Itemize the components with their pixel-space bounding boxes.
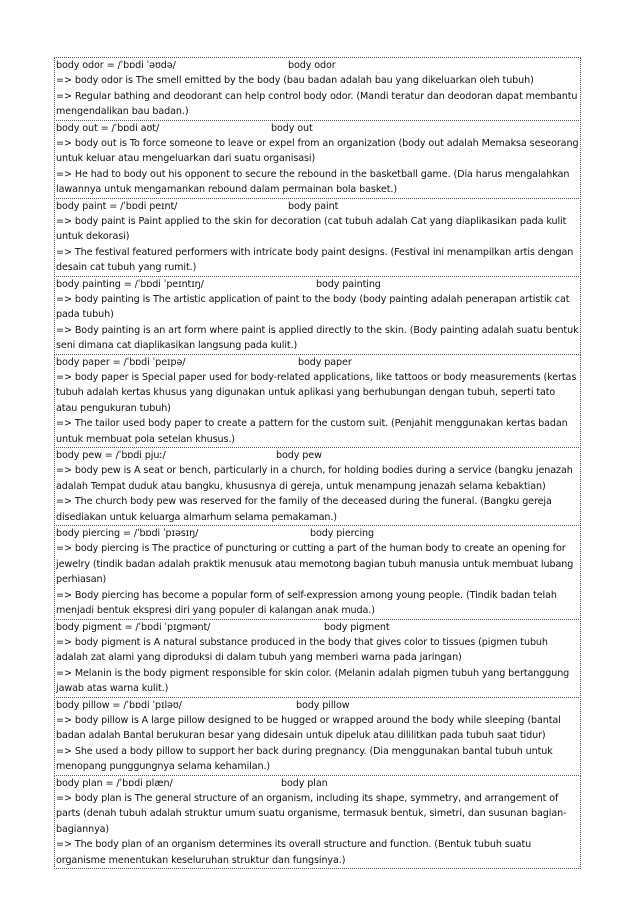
entry-pronunciation: body pew = /ˈbɒdi pjuː/ — [56, 450, 166, 462]
entry-header — [56, 199, 579, 214]
entry-body-pew — [54, 447, 581, 526]
entry-body-painting — [54, 276, 581, 355]
entry-word: body pigment — [324, 621, 390, 633]
entry-definition: => body plan is The general structure of an organism, including its shape, symmetry, and arrangement of parts (denah tubuh adalah struktur umum suatu organisme, termasuk bentuk, simetri, dan susunan bagian-bagiannya) — [56, 792, 567, 835]
entry-body-pillow — [54, 697, 581, 776]
entry-example: => The church body pew was reserved for the family of the deceased during the funeral. (Bangku gereja disediakan untuk keluarga almarhum selama pemakaman.) — [56, 496, 552, 523]
entry-definition: => body painting is The artistic application of paint to the body (body painting adalah penerapan artistik cat pada tubuh) — [56, 294, 570, 321]
entry-header — [56, 620, 579, 635]
entry-word: body odor — [288, 60, 336, 71]
entry-header — [56, 448, 579, 463]
entry-example: => The body plan of an organism determines its overall structure and function. (Bentuk tubuh suatu organisme menentukan keseluruhan struktur dan fungsinya.) — [56, 839, 532, 866]
entry-body-paper — [54, 354, 581, 448]
entry-example: => The festival featured performers with intricate body paint designs. (Festival ini menampilkan artis dengan desain cat tubuh yang rumit.) — [56, 246, 574, 274]
entry-example: => She used a body pillow to support her back during pregnancy. (Dia menggunakan bantal tubuh untuk menopang punggungnya selama kehamilan.) — [56, 745, 553, 773]
entry-word: body out — [271, 122, 313, 134]
entry-word: body piercing — [310, 528, 374, 540]
entry-definition: => body pew is A seat or bench, particularly in a church, for holding bodies during a service (bangku jenazah adalah Tempat duduk atau bangku, khususnya di gereja, untuk menampung jenazah selama kebaktian) — [56, 465, 573, 492]
entry-example: => Body painting is an art form where paint is applied directly to the skin. (Body painting adalah suatu bentuk seni dimana cat diaplikasikan langsung pada kulit.) — [56, 324, 579, 352]
entry-definition: => body piercing is The practice of puncturing or cutting a part of the human body to create an opening for jewelry (tindik badan adalah praktik menusuk atau memotong bagian tubuh manusia untuk membuat lubang perhiasan) — [56, 543, 574, 586]
entry-pronunciation: body plan = /ˈbɒdi plæn/ — [56, 777, 173, 789]
entry-word: body pillow — [296, 699, 350, 711]
entry-definition: => body pigment is A natural substance produced in the body that gives color to tissues (pigmen tubuh adalah zat alami yang diproduksi di dalam tubuh yang memberi warna pada jaringan) — [56, 636, 548, 664]
entry-word: body paint — [288, 200, 339, 212]
entry-word: body plan — [281, 777, 328, 789]
entry-definition: => body paint is Paint applied to the skin for decoration (cat tubuh adalah Cat yang diaplikasikan pada kulit untuk dekorasi) — [56, 216, 567, 243]
entry-definition: => body paper is Special paper used for body-related applications, like tattoos or body measurements (kertas tubuh adalah kertas khusus yang digunakan untuk aplikasi yang berhubungan dengan tubuh, seperti tato atau pengukuran tubuh) — [56, 372, 577, 414]
entry-pronunciation: body paper = /ˈbɒdi ˈpeɪpə/ — [56, 356, 186, 368]
entry-pronunciation: body pigment = /ˈbɒdi ˈpɪɡmənt/ — [56, 621, 211, 633]
entry-header — [56, 121, 579, 136]
entry-example: => The tailor used body paper to create a pattern for the custom suit. (Penjahit menggunakan kertas badan untuk membuat pola setelan khusus.) — [56, 418, 568, 445]
entry-body-out — [54, 120, 581, 199]
entry-pronunciation: body paint = /ˈbɒdi peɪnt/ — [56, 200, 178, 212]
entry-pronunciation: body piercing = /ˈbɒdi ˈpɪəsɪŋ/ — [56, 528, 199, 540]
entry-definition: => body odor is The smell emitted by the body (bau badan adalah bau yang dikeluarkan oleh tubuh) — [56, 75, 534, 87]
entry-body-odor — [54, 57, 581, 121]
entry-word: body paper — [298, 356, 352, 368]
glossary-page — [54, 57, 581, 869]
entry-pronunciation: body painting = /ˈbɒdi ˈpeɪntɪŋ/ — [56, 278, 204, 290]
entry-pronunciation: body odor = /ˈbɒdi ˈəʊdə/ — [56, 60, 176, 71]
entry-pronunciation: body pillow = /ˈbɒdi ˈpɪləʊ/ — [56, 699, 182, 711]
entry-word: body pew — [276, 450, 322, 462]
entry-header — [56, 776, 579, 791]
entry-body-paint — [54, 198, 581, 277]
entry-definition: => body pillow is A large pillow designed to be hugged or wrapped around the body while sleeping (bantal badan adalah Bantal berukuran besar yang didesain untuk dipeluk atau dililitkan pada tubuh saat tidur) — [56, 714, 561, 742]
entry-example: => He had to body out his opponent to secure the rebound in the basketball game. (Dia harus mengalahkan lawannya untuk mengamankan rebound dalam permainan bola basket.) — [56, 168, 570, 196]
entry-example: => Regular bathing and deodorant can help control body odor. (Mandi teratur dan deodoran dapat membantu mengendalikan bau badan.) — [56, 90, 578, 118]
entry-body-plan — [54, 775, 581, 869]
entry-header — [56, 526, 579, 541]
entry-example: => Melanin is the body pigment responsible for skin color. (Melanin adalah pigmen tubuh yang bertanggung jawab atas warna kulit.) — [56, 667, 570, 695]
entry-header — [56, 355, 579, 370]
entry-header — [56, 277, 579, 292]
entry-header — [56, 58, 579, 73]
entry-body-pigment — [54, 619, 581, 698]
entry-definition: => body out is To force someone to leave or expel from an organization (body out adalah Memaksa seseorang untuk keluar atau mengeluarkan dari suatu organisasi) — [56, 138, 579, 165]
entry-word: body painting — [316, 278, 381, 290]
entry-example: => Body piercing has become a popular form of self-expression among young people. (Tindik badan telah menjadi bentuk ekspresi diri yang populer di kalangan anak muda.) — [56, 589, 557, 617]
entry-body-piercing — [54, 525, 581, 619]
entry-pronunciation: body out = /ˈbɒdi aʊt/ — [56, 122, 160, 134]
entry-header — [56, 698, 579, 713]
